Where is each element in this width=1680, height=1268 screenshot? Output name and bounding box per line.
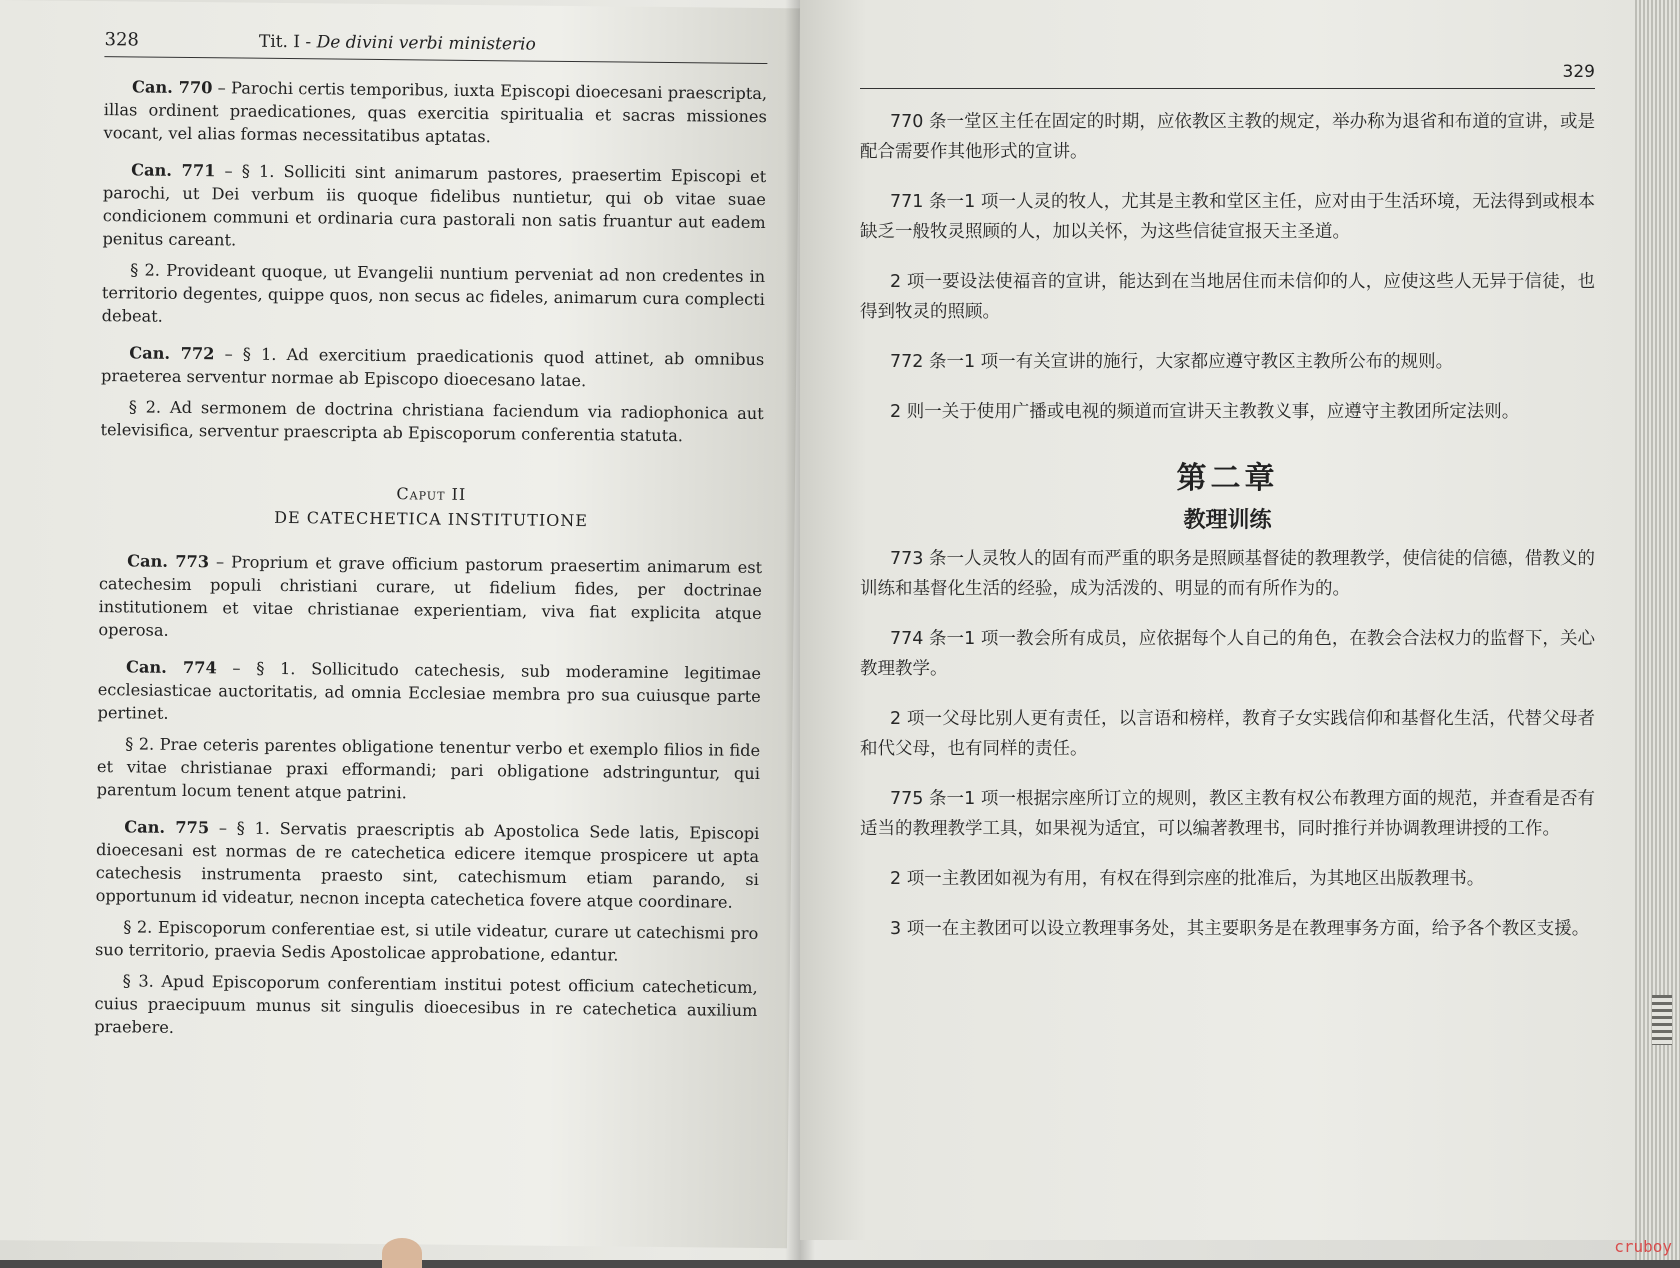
canon-text: – § 1. Servatis praescriptis ab Apostolica Sede latis, Episcopi dioecesani est normas de re catechetica edicere itemque prospicere ut apta catechesis instrumenta praesto sint, catechismum etiam parando, si opportunum id videatur, necnon incepta catechetica fovere atque coordinare.	[95, 818, 760, 912]
canon-paragraph-zh: 2 项一要设法使福音的宣讲，能达到在当地居住而未信仰的人，应使这些人无异于信徒，也得到牧灵的照顾。	[860, 272, 1595, 322]
index-tab-mark	[1652, 995, 1672, 1045]
canon-text: – § 1. Ad exercitium praedicationis quod attinet, ab omnibus praeterea serventur normae ab Episcopo dioecesano latae.	[100, 344, 765, 391]
canon-text: § 2. Provideant quoque, ut Evangelii nuntium perveniat ad non credentes in territorio degentes, quippe quos, non secus ac fideles, animarum cura complecti debeat.	[101, 260, 766, 326]
canon-paragraph-zh: 774 条一1 项一教会所有成员，应依据每个人自己的角色，在教会合法权力的监督下，关心教理教学。	[860, 629, 1595, 679]
right-page	[800, 0, 1635, 1240]
canon-paragraph-zh: 770 条一堂区主任在固定的时期，应依教区主教的规定，举办称为退省和布道的宣讲，或是配合需要作其他形式的宣讲。	[860, 112, 1595, 162]
canon-number: Can. 775	[124, 817, 210, 838]
canon-paragraph-zh: 775 条一1 项一根据宗座所订立的规则，教区主教有权公布教理方面的规范，并查看是否有适当的教理教学工具，如果视为适宜，可以编著教理书，同时推行并协调教理讲授的工作。	[860, 789, 1595, 839]
canon-text: § 2. Prae ceteris parentes obligatione tenentur verbo et exemplo filios in fide et vitae christianae praxi efformandi; pari obligatione adstringuntur, qui parentum locum tenent atque patrini.	[96, 734, 761, 803]
chapter-title-zh: 教理训练	[1183, 508, 1272, 533]
canon-paragraph	[102, 258, 766, 334]
left-page	[0, 0, 800, 1248]
left-canons-section-2	[94, 549, 762, 1045]
canon-text: § 2. Ad sermonem de doctrina christiana faciendum via radiophonica aut televisifica, serventur praescripta ab Episcoporum conferentia statuta.	[100, 397, 764, 446]
canon-paragraph	[96, 815, 760, 914]
chapter-number: 第二章	[1176, 461, 1279, 496]
canon-text: – § 1. Sollicitudo catechesis, sub moderamine legitimae ecclesiasticae auctoritatis, ad omnia Ecclesiae membra pro sua cuiusque parte pertinet.	[97, 658, 762, 723]
canon-paragraph-zh: 2 项一父母比别人更有责任，以言语和榜样，教育子女实践信仰和基督化生活，代替父母者和代父母，也有同样的责任。	[860, 709, 1595, 759]
left-chapter-heading	[100, 481, 763, 532]
canon-text: § 2. Episcoporum conferentiae est, si utile videatur, curare ut catechismi pro suo territorio, praevia Sedis Apostolicae approbatione, edantur.	[94, 917, 759, 965]
canon-paragraph	[98, 549, 762, 648]
right-canons-section-2	[860, 544, 1595, 944]
right-page-number: 329	[1562, 62, 1595, 82]
canon-number: Can. 771	[131, 160, 216, 181]
canon-number: Can. 772	[129, 343, 215, 364]
canon-number: Can. 770	[131, 77, 213, 98]
chapter-label: Caput II	[396, 484, 467, 504]
canon-text: – § 1. Solliciti sint animarum pastores, praesertim Episcopi et parochi, ut Dei verbum iis quoque fidelibus nuntietur, qui ob vitae suae condicionem communi et ordinaria cura pastorali non satis fruantur aut eadem penitus careant.	[102, 161, 767, 250]
watermark: cruboy	[1614, 1237, 1672, 1256]
canon-paragraph-zh: 773 条一人灵牧人的固有而严重的职务是照顾基督徒的教理教学，使信徒的信德，借教义的训练和基督化生活的经验，成为活泼的、明显的而有所作为的。	[860, 549, 1595, 599]
canon-number: Can. 774	[125, 657, 217, 678]
canon-paragraph-zh: 2 则一关于使用广播或电视的频道而宣讲天主教教义事，应遵守主教团所定法则。	[890, 402, 1520, 422]
canon-paragraph-zh: 771 条一1 项一人灵的牧人，尤其是主教和堂区主任，应对由于生活环境，无法得到或根本缺乏一般牧灵照顾的人，加以关怀，为这些信徒宣报天主圣道。	[860, 192, 1595, 242]
canon-paragraph	[95, 915, 758, 968]
left-canons-section-1	[100, 75, 767, 448]
canon-number: Can. 773	[127, 551, 210, 572]
page-edges	[1635, 0, 1680, 1260]
right-chapter-heading	[860, 453, 1595, 534]
thumb	[382, 1238, 422, 1268]
right-canons-section-1	[860, 107, 1595, 427]
right-running-header	[860, 62, 1595, 89]
canon-paragraph	[102, 158, 766, 257]
canon-paragraph	[103, 75, 767, 151]
canon-paragraph	[101, 341, 764, 394]
canon-paragraph-zh: 3 项一在主教团可以设立教理事务处，其主要职务是在教理事务方面，给予各个教区支援。	[890, 919, 1590, 939]
canon-paragraph	[97, 655, 761, 731]
left-running-header	[104, 29, 767, 64]
canon-text: § 3. Apud Episcoporum conferentiam institui potest officium catecheticum, cuius praecipuum munus sit singulis dioecesibus in re catechetica auxilium praebere.	[94, 971, 758, 1037]
chapter-title: DE CATECHETICA INSTITUTIONE	[274, 507, 589, 531]
canon-paragraph	[100, 395, 763, 448]
canon-paragraph-zh: 772 条一1 项一有关宣讲的施行，大家都应遵守教区主教所公布的规则。	[890, 352, 1454, 372]
canon-paragraph	[97, 732, 761, 808]
canon-paragraph	[94, 969, 758, 1045]
canon-paragraph-zh: 2 项一主教团如视为有用，有权在得到宗座的批准后，为其地区出版教理书。	[890, 869, 1485, 889]
canon-text: – Parochi certis temporibus, iuxta Episcopi dioecesani praescripta, illas ordinent praedicationes, quas exercitia spiritualia et sacras missiones vocant, vel alias formas necessitatibus aptatas.	[103, 78, 768, 147]
left-page-number: 328	[104, 29, 140, 51]
left-running-title: Tit. I - De divini verbi ministerio	[258, 31, 536, 55]
canon-text: – Proprium et grave officium pastorum praesertim animarum est catechesim populi christiani curare, ut fidelium fides, per doctrinae institutionem et vitae christianae experientiam, viva fiat explicita atque operosa.	[98, 552, 763, 640]
